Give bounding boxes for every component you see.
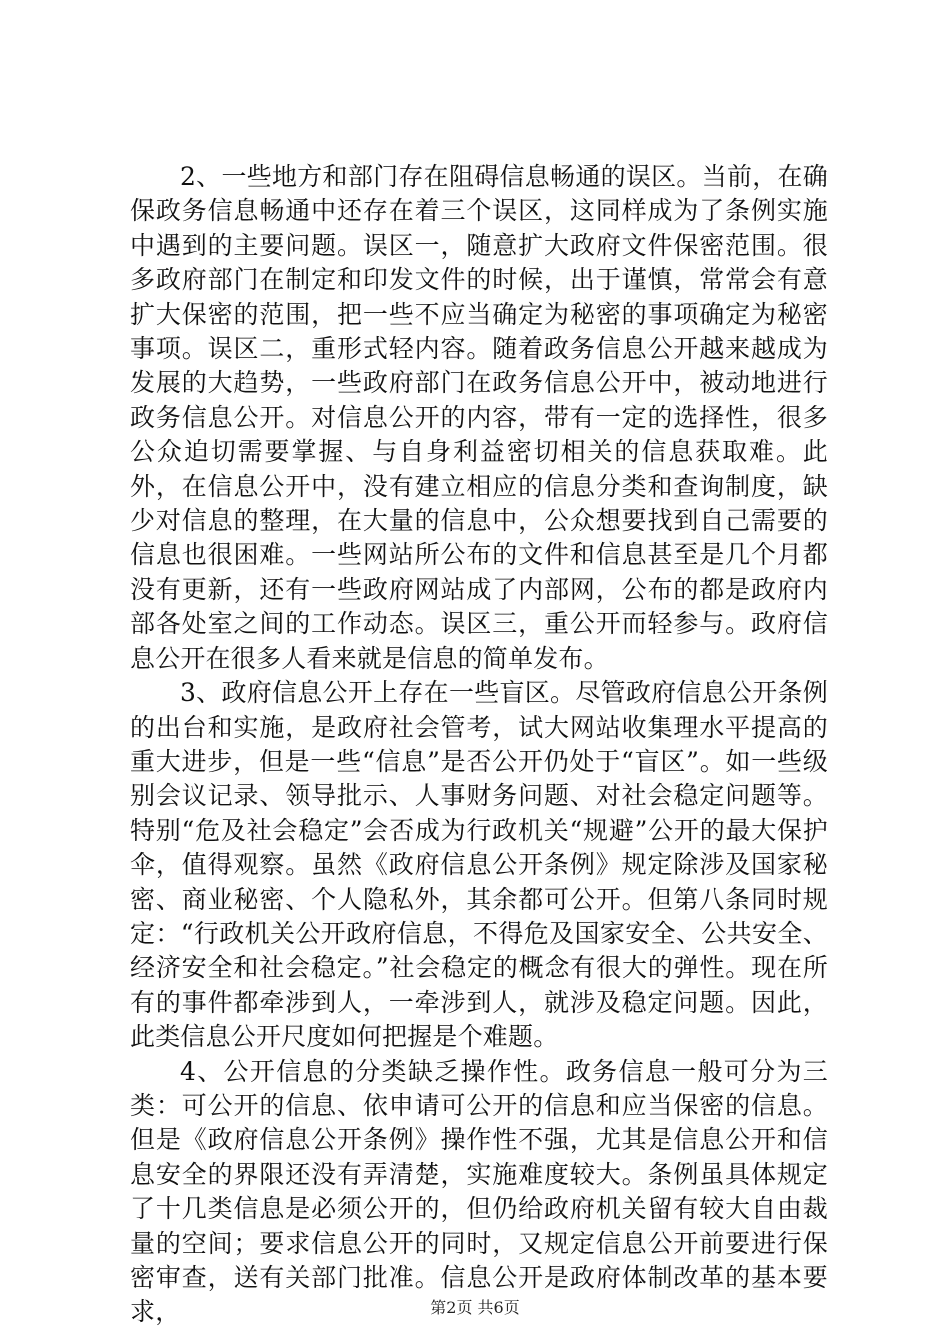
paragraph-3-blind-spots: 3、政府信息公开上存在一些盲区。尽管政府信息公开条例的出台和实施，是政府社会管考，试大网站收集理水平提高的重大进步，但是一些“信息”是否公开仍处于“盲区”。如一些级别会议记录、领导批示、人事财务问题、对社会稳定问题等。特别“危及社会稳定”会否成为行政机关“规避”公开的最大保护伞，值得观察。虽然《政府信息公开条例》规定除涉及国家秘密、商业秘密、个人隐私外，其余都可公开。但第八条同时规定：“行政机关公开政府信息，不得危及国家安全、公共安全、经济安全和社会稳定。”社会稳定的概念有很大的弹性。现在所有的事件都牵涉到人，一牵涉到人，就涉及稳定问题。因此，此类信息公开尺度如何把握是个难题。: [130, 678, 828, 1052]
paragraph-2-misconceptions: 2、一些地方和部门存在阻碍信息畅通的误区。当前，在确保政务信息畅通中还存在着三个误区，这同样成为了条例实施中遇到的主要问题。误区一，随意扩大政府文件保密范围。很多政府部门在制定和印发文件的时候，出于谨慎，常常会有意扩大保密的范围，把一些不应当确定为秘密的事项确定为秘密事项。误区二，重形式轻内容。随着政务信息公开越来越成为发展的大趋势，一些政府部门在政务信息公开中，被动地进行政务信息公开。对信息公开的内容，带有一定的选择性，很多公众迫切需要掌握、与自身利益密切相关的信息获取难。此外，在信息公开中，没有建立相应的信息分类和查询制度，缺少对信息的整理，在大量的信息中，公众想要找到自己需要的信息也很困难。一些网站所公布的文件和信息甚至是几个月都没有更新，还有一些政府网站成了内部网，公布的都是政府内部各处室之间的工作动态。误区三，重公开而轻参与。政府信息公开在很多人看来就是信息的简单发布。: [130, 162, 828, 673]
body-text: [130, 160, 828, 1330]
paragraph-4-classification: 4、公开信息的分类缺乏操作性。政务信息一般可分为三类：可公开的信息、依申请可公开的信息和应当保密的信息。但是《政府信息公开条例》操作性不强，尤其是信息公开和信息安全的界限还没有弄清楚，实施难度较大。条例虽具体规定了十几类信息是必须公开的，但仍给政府机关留有较大自由裁量的空间；要求信息公开的同时，又规定信息公开前要进行保密审查，送有关部门批准。信息公开是政府体制改革的基本要求，: [130, 1056, 828, 1327]
page-footer: 第2页 共6页: [430, 1298, 520, 1317]
